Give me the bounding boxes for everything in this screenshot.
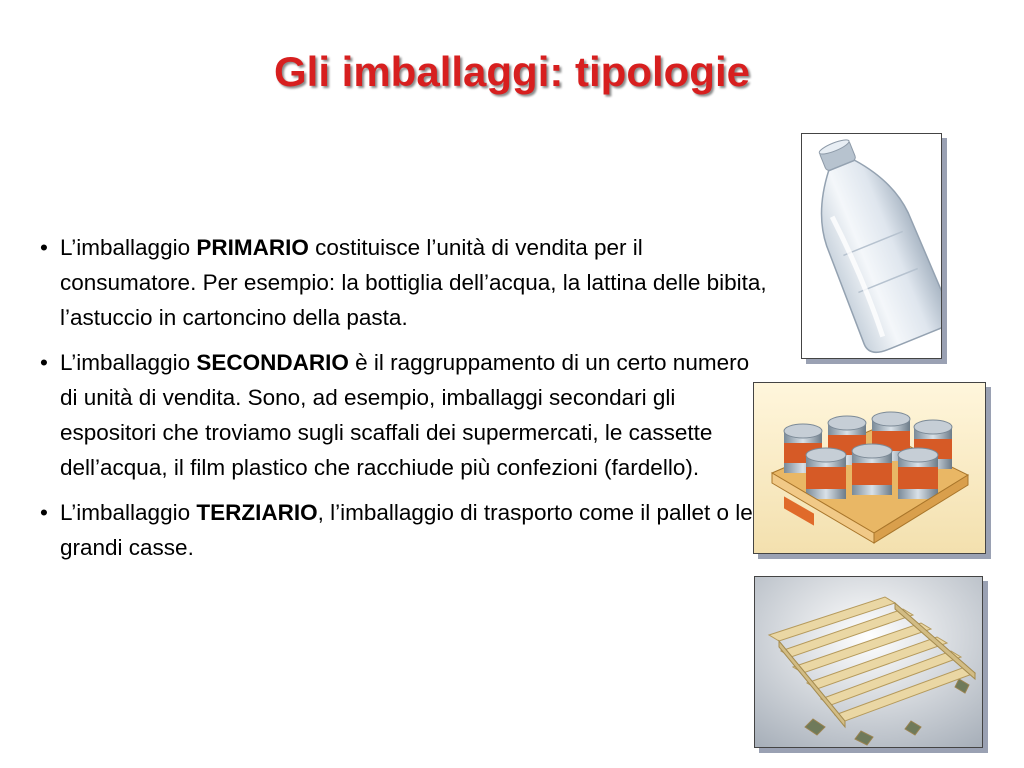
bullet-item-secondary bbox=[40, 345, 770, 485]
bullet-text: costituisce l’unità di vendita per il consumatore. Per esempio: la bottiglia dell’acqua, la lattina delle bibita, l’astuccio in cartoncino della pasta. bbox=[60, 235, 767, 330]
water-bottle-image bbox=[801, 133, 942, 359]
bullet-dot: • bbox=[40, 350, 48, 375]
bullet-list bbox=[40, 230, 770, 575]
bullet-text: è il raggruppamento di un certo numero di unità di vendita. Sono, ad esempio, imballaggi secondari gli espositori che troviamo sugli scaffali dei supermercati, le cassette dell’acqua, il film plastico che racchiude più confezioni (fardello). bbox=[60, 350, 750, 480]
wooden-pallet-illustration bbox=[755, 577, 982, 747]
bullet-dot: • bbox=[40, 500, 48, 525]
bullet-keyword-primary: PRIMARIO bbox=[196, 235, 309, 260]
bullet-keyword-tertiary: TERZIARIO bbox=[196, 500, 318, 525]
wooden-pallet-image bbox=[754, 576, 983, 748]
bullet-keyword-secondary: SECONDARIO bbox=[196, 350, 349, 375]
water-bottle-illustration bbox=[802, 134, 941, 358]
canned-food-tray-illustration bbox=[754, 383, 985, 553]
bullet-item-primary bbox=[40, 230, 770, 335]
slide-title: Gli imballaggi: tipologie bbox=[273, 48, 750, 95]
bullet-dot: • bbox=[40, 235, 48, 260]
bullet-prefix: L’imballaggio bbox=[60, 500, 197, 525]
bullet-prefix: L’imballaggio bbox=[60, 235, 197, 260]
bullet-text: , l’imballaggio di trasporto come il pallet o le grandi casse. bbox=[60, 500, 753, 560]
canned-food-tray-image bbox=[753, 382, 986, 554]
bullet-prefix: L’imballaggio bbox=[60, 350, 197, 375]
bullet-item-tertiary bbox=[40, 495, 770, 565]
